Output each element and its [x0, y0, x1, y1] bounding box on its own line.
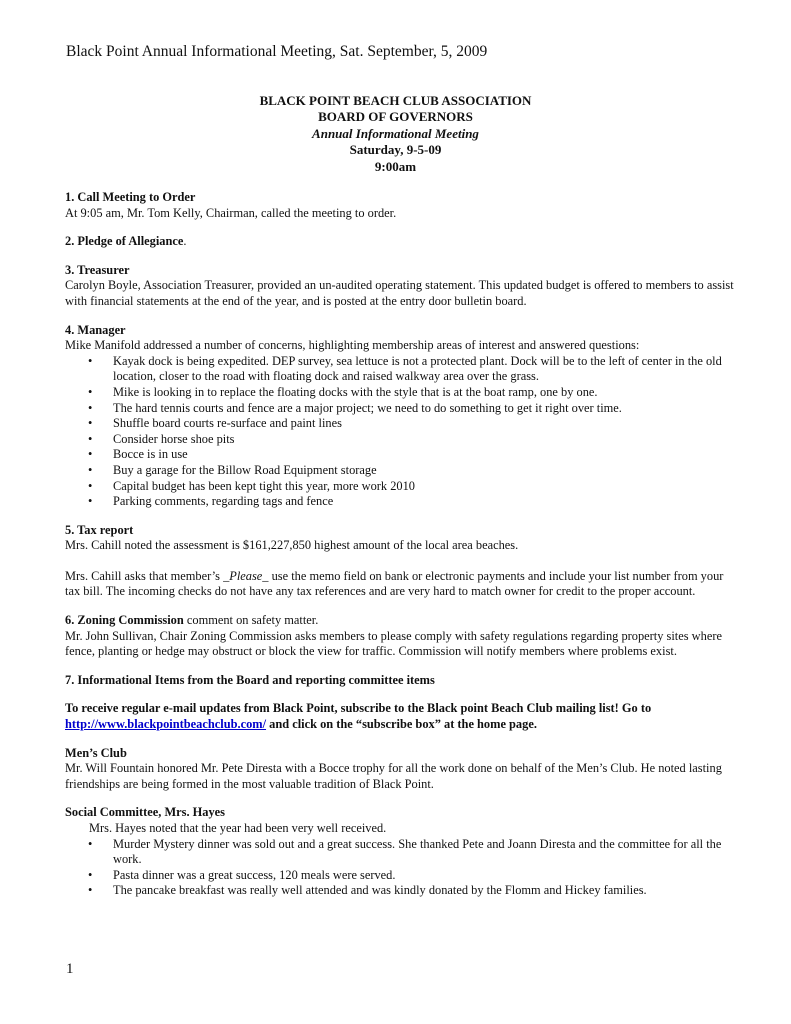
list-item: • Capital budget has been kept tight this year, more work 2010	[113, 479, 735, 495]
title-board: BOARD OF GOVERNORS	[318, 109, 473, 125]
section-text: Carolyn Boyle, Association Treasurer, provided an un-audited operating statement. This updated budget is offered to members to assist with financial statements at the end of the year, and is posted at the entry door bulletin board.	[65, 278, 734, 308]
list-item: • Buy a garage for the Billow Road Equipment storage	[113, 463, 735, 479]
list-item: • The hard tennis courts and fence are a major project; we need to do something to get it right over time.	[113, 401, 735, 417]
minutes-body	[65, 190, 735, 912]
title-block	[0, 93, 791, 175]
list-item: • Murder Mystery dinner was sold out and a great success. She thanked Pete and Joann Diresta and the committee for all the work.	[113, 837, 735, 868]
section-heading-line	[65, 613, 735, 629]
list-item: • Bocce is in use	[113, 447, 735, 463]
title-association: BLACK POINT BEACH CLUB ASSOCIATION	[259, 93, 532, 108]
section-intro: Mike Manifold addressed a number of concerns, highlighting membership areas of interest and answered questions:	[65, 338, 640, 353]
page-number: 1	[66, 961, 74, 977]
list-item: • Mike is looking in to replace the floating docks with the style that is at the boat ramp, one by one.	[113, 385, 735, 401]
section-zoning	[65, 613, 735, 660]
section-heading-note: comment on safety matter.	[183, 613, 319, 628]
notice-text: To receive regular e-mail updates from Black Point, subscribe to the Black point Beach Club mailing list! Go to	[65, 701, 652, 716]
section-social-committee	[65, 805, 735, 899]
emphasis-please: _Please_	[223, 568, 269, 583]
section-heading: 2. Pledge of Allegiance	[65, 234, 184, 249]
section-treasurer	[65, 263, 735, 310]
manager-list	[65, 354, 735, 510]
section-heading-period: .	[183, 234, 187, 249]
text-fragment: use the memo field on bank or electronic payments and include your list number from your tax bill. The incoming checks do not have any tax references and are very hard to match owner for credit to the proper account.	[65, 568, 724, 599]
section-call-to-order	[65, 190, 735, 221]
list-item: • Consider horse shoe pits	[113, 432, 735, 448]
section-pledge	[65, 234, 735, 250]
section-mens-club	[65, 746, 735, 793]
title-meeting: Annual Informational Meeting	[312, 125, 479, 141]
list-item: • Pasta dinner was a great success, 120 meals were served.	[113, 868, 735, 884]
section-heading: 6. Zoning Commission	[65, 613, 184, 628]
section-heading: 7. Informational Items from the Board and reporting committee items	[65, 672, 435, 687]
section-manager	[65, 323, 735, 510]
section-heading: Social Committee, Mrs. Hayes	[65, 805, 226, 820]
section-heading: 1. Call Meeting to Order	[65, 190, 196, 204]
section-informational-items	[65, 673, 735, 689]
social-list	[65, 837, 735, 899]
notice-text: and click on the “subscribe box” at the home page.	[266, 717, 537, 732]
section-text: Mr. Will Fountain honored Mr. Pete Diresta with a Bocce trophy for all the work done on behalf of the Men’s Club. He noted lasting friendships are being formed in the most valuable tradition of Black Point.	[65, 761, 722, 791]
section-intro: Mrs. Hayes noted that the year had been very well received.	[89, 821, 387, 835]
section-text-request	[65, 569, 735, 600]
section-heading: Men’s Club	[65, 745, 127, 760]
section-heading: 5. Tax report	[65, 522, 134, 537]
section-text: Mrs. Cahill noted the assessment is $161,227,850 highest amount of the local area beaches.	[65, 538, 519, 553]
section-tax-report	[65, 523, 735, 600]
title-date: Saturday, 9-5-09	[349, 142, 442, 158]
list-item: • Parking comments, regarding tags and fence	[113, 494, 735, 510]
text-fragment: Mrs. Cahill asks that member’s	[65, 568, 224, 583]
title-time: 9:00am	[374, 158, 417, 174]
running-header: Black Point Annual Informational Meeting, Sat. September, 5, 2009	[66, 43, 488, 60]
section-text: Mr. John Sullivan, Chair Zoning Commission asks members to please comply with safety regulations regarding property sites where fence, planting or hedge may obstruct or block the view for traffic. Commission will notify members where problems exist.	[65, 628, 722, 659]
section-text: At 9:05 am, Mr. Tom Kelly, Chairman, called the meeting to order.	[65, 205, 397, 220]
mailing-list-notice	[65, 701, 735, 732]
section-heading: 3. Treasurer	[65, 262, 130, 277]
website-link[interactable]: http://www.blackpointbeachclub.com/	[65, 717, 267, 732]
section-heading: 4. Manager	[65, 322, 126, 337]
list-item: • Shuffle board courts re-surface and paint lines	[113, 416, 735, 432]
list-item: • Kayak dock is being expedited. DEP survey, sea lettuce is not a protected plant. Dock will be to the left of center in the old location, closer to the road with floating dock and raised walkway area over the grass.	[113, 354, 735, 385]
list-item: • The pancake breakfast was really well attended and was kindly donated by the Flomm and Hickey families.	[113, 883, 735, 899]
